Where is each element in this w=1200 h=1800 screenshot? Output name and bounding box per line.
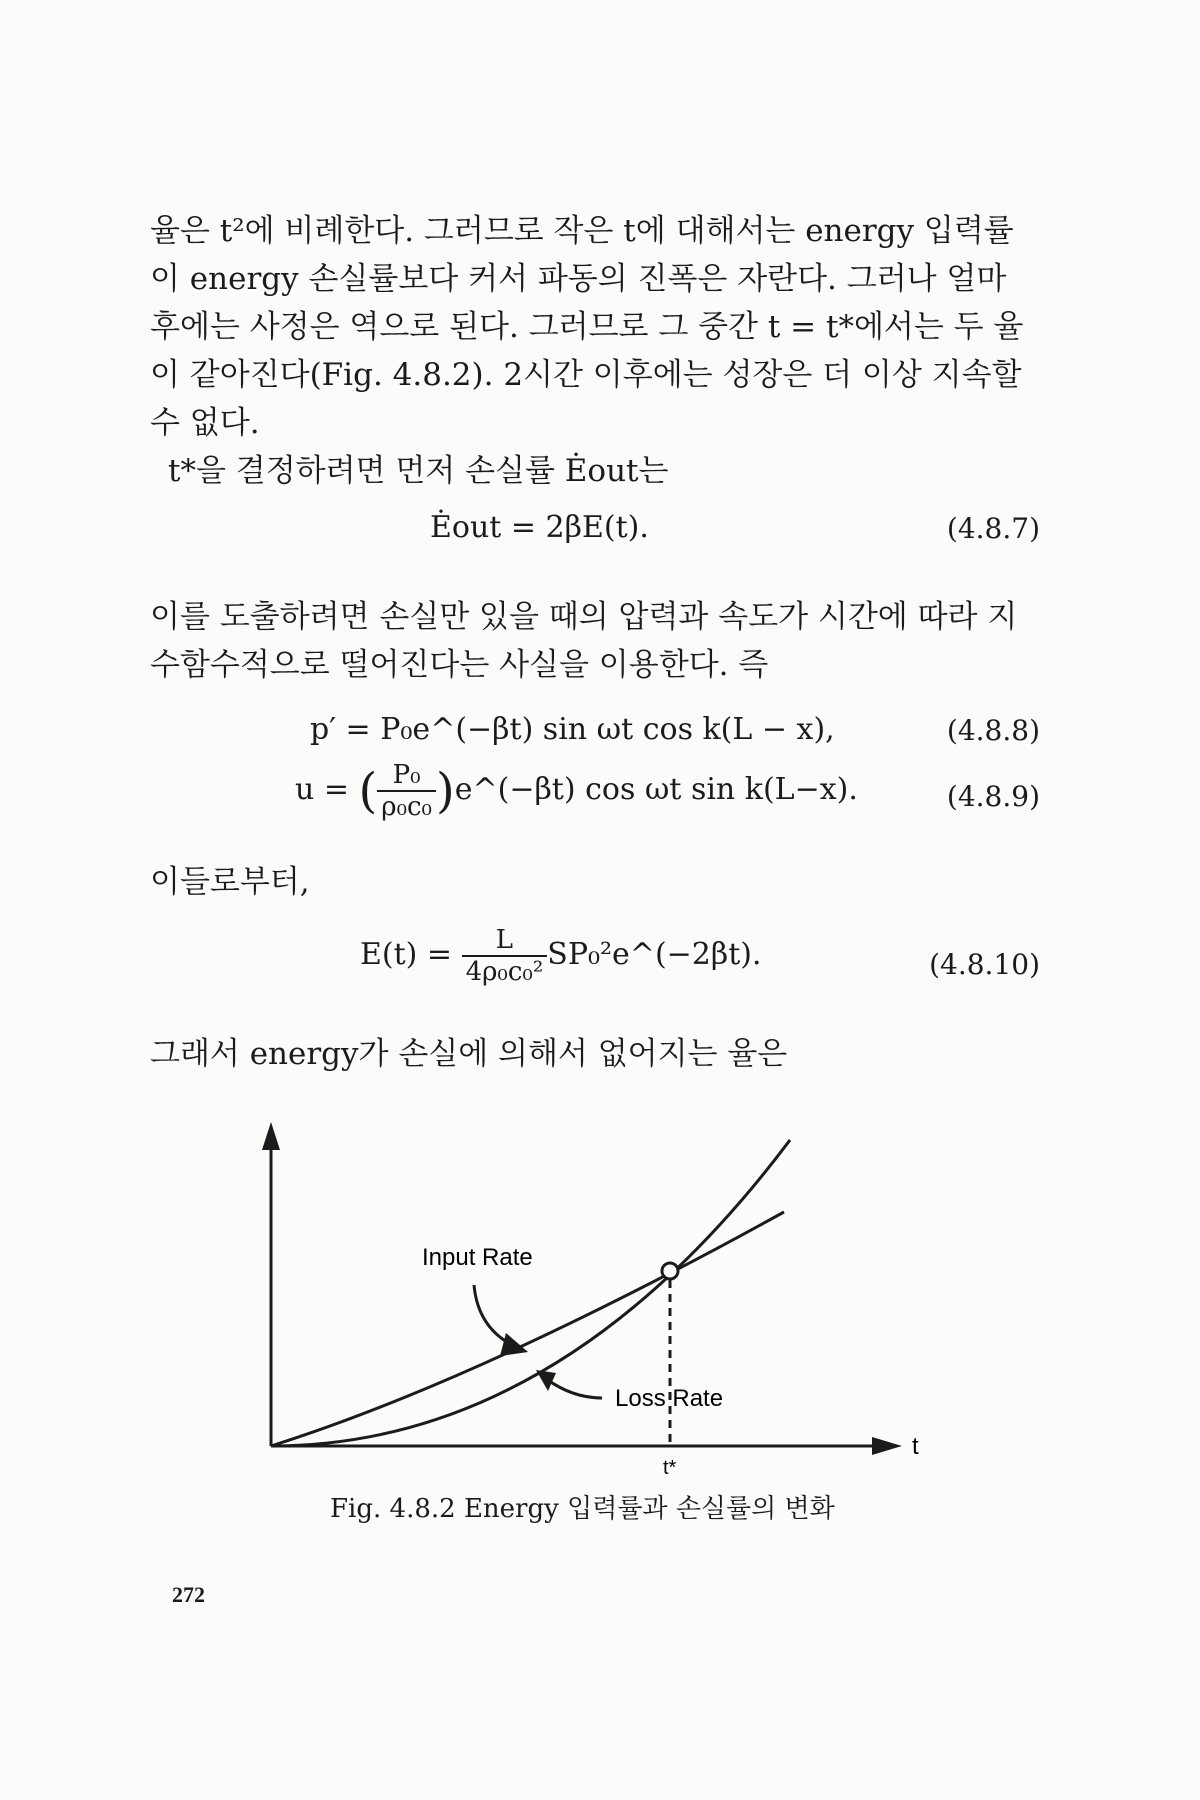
t-star-label: t* xyxy=(663,1457,677,1479)
x-axis-arrow-icon xyxy=(872,1437,902,1455)
fraction: $\frac{\text{P₀}}{\text{ρ₀c₀}}$ xyxy=(377,760,436,822)
figure-caption: Fig. 4.8.2 Energy 입력률과 손실률의 변화 xyxy=(330,1494,835,1524)
paragraph-2: t*을 결정하려면 먼저 손실률 Ėout는 xyxy=(168,453,669,489)
equation-4-8-9: u = ( $\frac{\text{P₀}}{\text{ρ₀c₀}}$ )e^(−βt) cos ωt sin k(L−x). xyxy=(295,760,858,822)
equation-4-8-10: E(t) = $\frac{L}{\text{4ρ₀c₀²}}$ SP₀²e^(−2βt). xyxy=(360,925,762,987)
equation-number-4-8-7: (4.8.7) xyxy=(946,512,1040,545)
fraction: $\frac{L}{\text{4ρ₀c₀²}}$ xyxy=(462,925,548,987)
input-rate-label: Input Rate xyxy=(422,1244,533,1271)
loss-rate-label: Loss Rate xyxy=(615,1385,724,1412)
paragraph-5: 그래서 energy가 손실에 의해서 없어지는 율은 xyxy=(150,1036,788,1072)
equation-number-4-8-10: (4.8.10) xyxy=(929,948,1040,981)
equation-number-4-8-9: (4.8.9) xyxy=(946,780,1040,813)
y-axis-arrow-icon xyxy=(262,1122,280,1150)
x-axis-label: t xyxy=(912,1433,919,1460)
equation-4-8-8: p′ = P₀e^(−βt) sin ωt cos k(L − x), xyxy=(310,712,835,747)
loss-rate-arrowhead-icon xyxy=(536,1370,556,1391)
paragraph-3: 이를 도출하려면 손실만 있을 때의 압력과 속도가 시간에 따라 지수함수적으로 떨어진다는 사실을 이용한다. 즉 xyxy=(150,599,1018,683)
loss-rate-pointer-icon xyxy=(545,1378,602,1398)
equation-number-4-8-8: (4.8.8) xyxy=(946,714,1040,747)
equation-4-8-7: Ėout = 2βE(t). xyxy=(430,510,649,545)
paragraph-4: 이들로부터, xyxy=(150,864,310,900)
page-number: 272 xyxy=(172,1582,205,1607)
intersection-marker xyxy=(662,1263,678,1279)
paragraph-1: 율은 t²에 비례한다. 그러므로 작은 t에 대해서는 energy 입력률이 energy 손실률보다 커서 파동의 진폭은 자란다. 그러나 얼마 후에는 사정은 역으로 된다. 그러므로 그 중간 t = t*에서는 두 율이 같아진다(Fig. 4.8.2). 2시간 이후에는 성장은 더 이상 지속할 수 없다. xyxy=(150,213,1024,441)
